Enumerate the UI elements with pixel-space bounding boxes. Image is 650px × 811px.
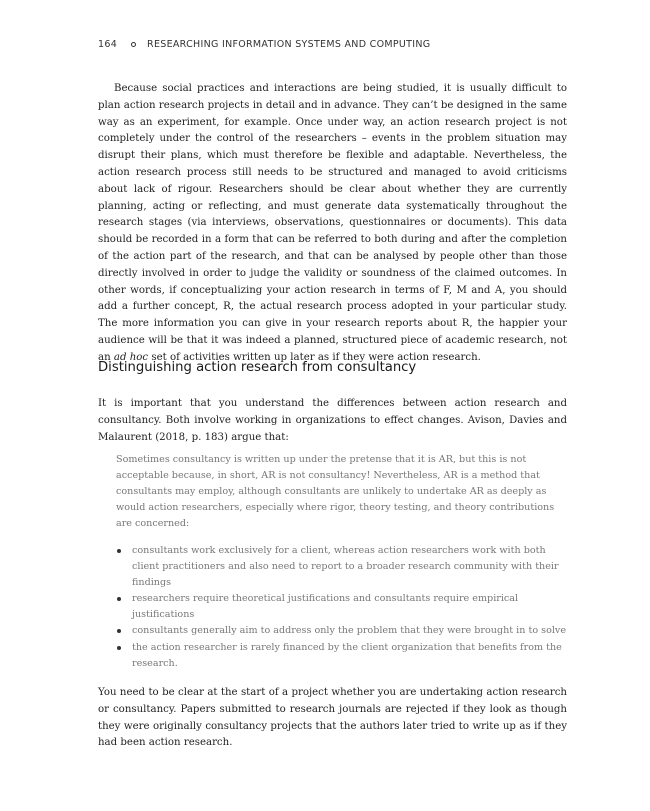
list-item — [116, 623, 567, 639]
paragraph-conclusion: You need to be clear at the start of a project whether you are undertaking action research or consultancy. Papers submitted to research journals are rejected if they look as though they were originally consultancy projects that the authors later tried to write up as if they had been action research. — [98, 687, 567, 749]
list-item-text: researchers require theoretical justifications and consultants require empirical justifications — [132, 593, 519, 621]
section-heading: Distinguishing action research from consultancy — [98, 360, 417, 375]
list-item — [116, 543, 567, 591]
page-number: 164 — [98, 38, 118, 50]
bullet-icon — [117, 597, 121, 601]
separator-circle-icon — [131, 42, 136, 47]
italic-term: ad hoc — [113, 351, 149, 363]
paragraph-consultancy: It is important that you understand the differences between action research and consultancy. Both involve working in organizations to effect changes. Avison, Davies and Malaurent (2018, p. 183) argue that: — [98, 398, 567, 443]
bullet-icon — [117, 549, 121, 553]
bullet-icon — [117, 646, 121, 650]
list-item-text: consultants work exclusively for a client, whereas action researchers work with both client practitioners and also need to report to a broader research community with their findings — [132, 545, 559, 589]
list-item — [116, 591, 567, 623]
quote-bullet-list — [116, 543, 567, 672]
paragraph-intro-text: Because social practices and interactions are being studied, it is usually difficult to plan action research projects in detail and in advance. They can’t be designed in the same way as an experiment, for example. Once under way, an action research project is not completely under the control of the researchers – events in the problem situation may disrupt their plans, which must therefore be flexible and adaptable. Nevertheless, the action research process still needs to be structured and managed to avoid criticisms about lack of rigour. Researchers should be clear about whether they are currently planning, acting or reflecting, and must generate data systematically throughout the research stages (via interviews, observations, questionnaires or documents). This data should be recorded in a form that can be referred to both during and after the completion of the action part of the research, and that can be analysed by people other than those directly involved in order to judge the validity or soundness of the claimed outcomes. In other words, if conceptualizing your action research in terms of F, M and A, you should add a further concept, R, the actual research process adopted in your particular study. The more information you can give in your research reports about R, the happier your audience will be that it was indeed a planned, structured piece of academic research, not an — [98, 83, 567, 363]
bullet-icon — [117, 629, 121, 633]
list-item — [116, 640, 567, 672]
paragraph-intro-text-end: set of activities written up later as if they were action research. — [151, 351, 481, 363]
paragraph-intro — [98, 81, 567, 367]
list-item-text: the action researcher is rarely financed by the client organization that benefits from the research. — [132, 641, 562, 669]
running-head-title: RESEARCHING INFORMATION SYSTEMS AND COMPUTING — [147, 38, 431, 50]
block-quote: Sometimes consultancy is written up under the pretense that it is AR, but this is not acceptable because, in short, AR is not consultancy! Nevertheless, AR is a method that consultants may employ, although consultants are unlikely to undertake AR as deeply as would action researchers, especially where rigor, theory testing, and theory contributions are concerned: — [116, 454, 555, 530]
list-item-text: consultants generally aim to address only the problem that they were brought in to solve — [132, 625, 567, 637]
running-head — [98, 37, 430, 51]
